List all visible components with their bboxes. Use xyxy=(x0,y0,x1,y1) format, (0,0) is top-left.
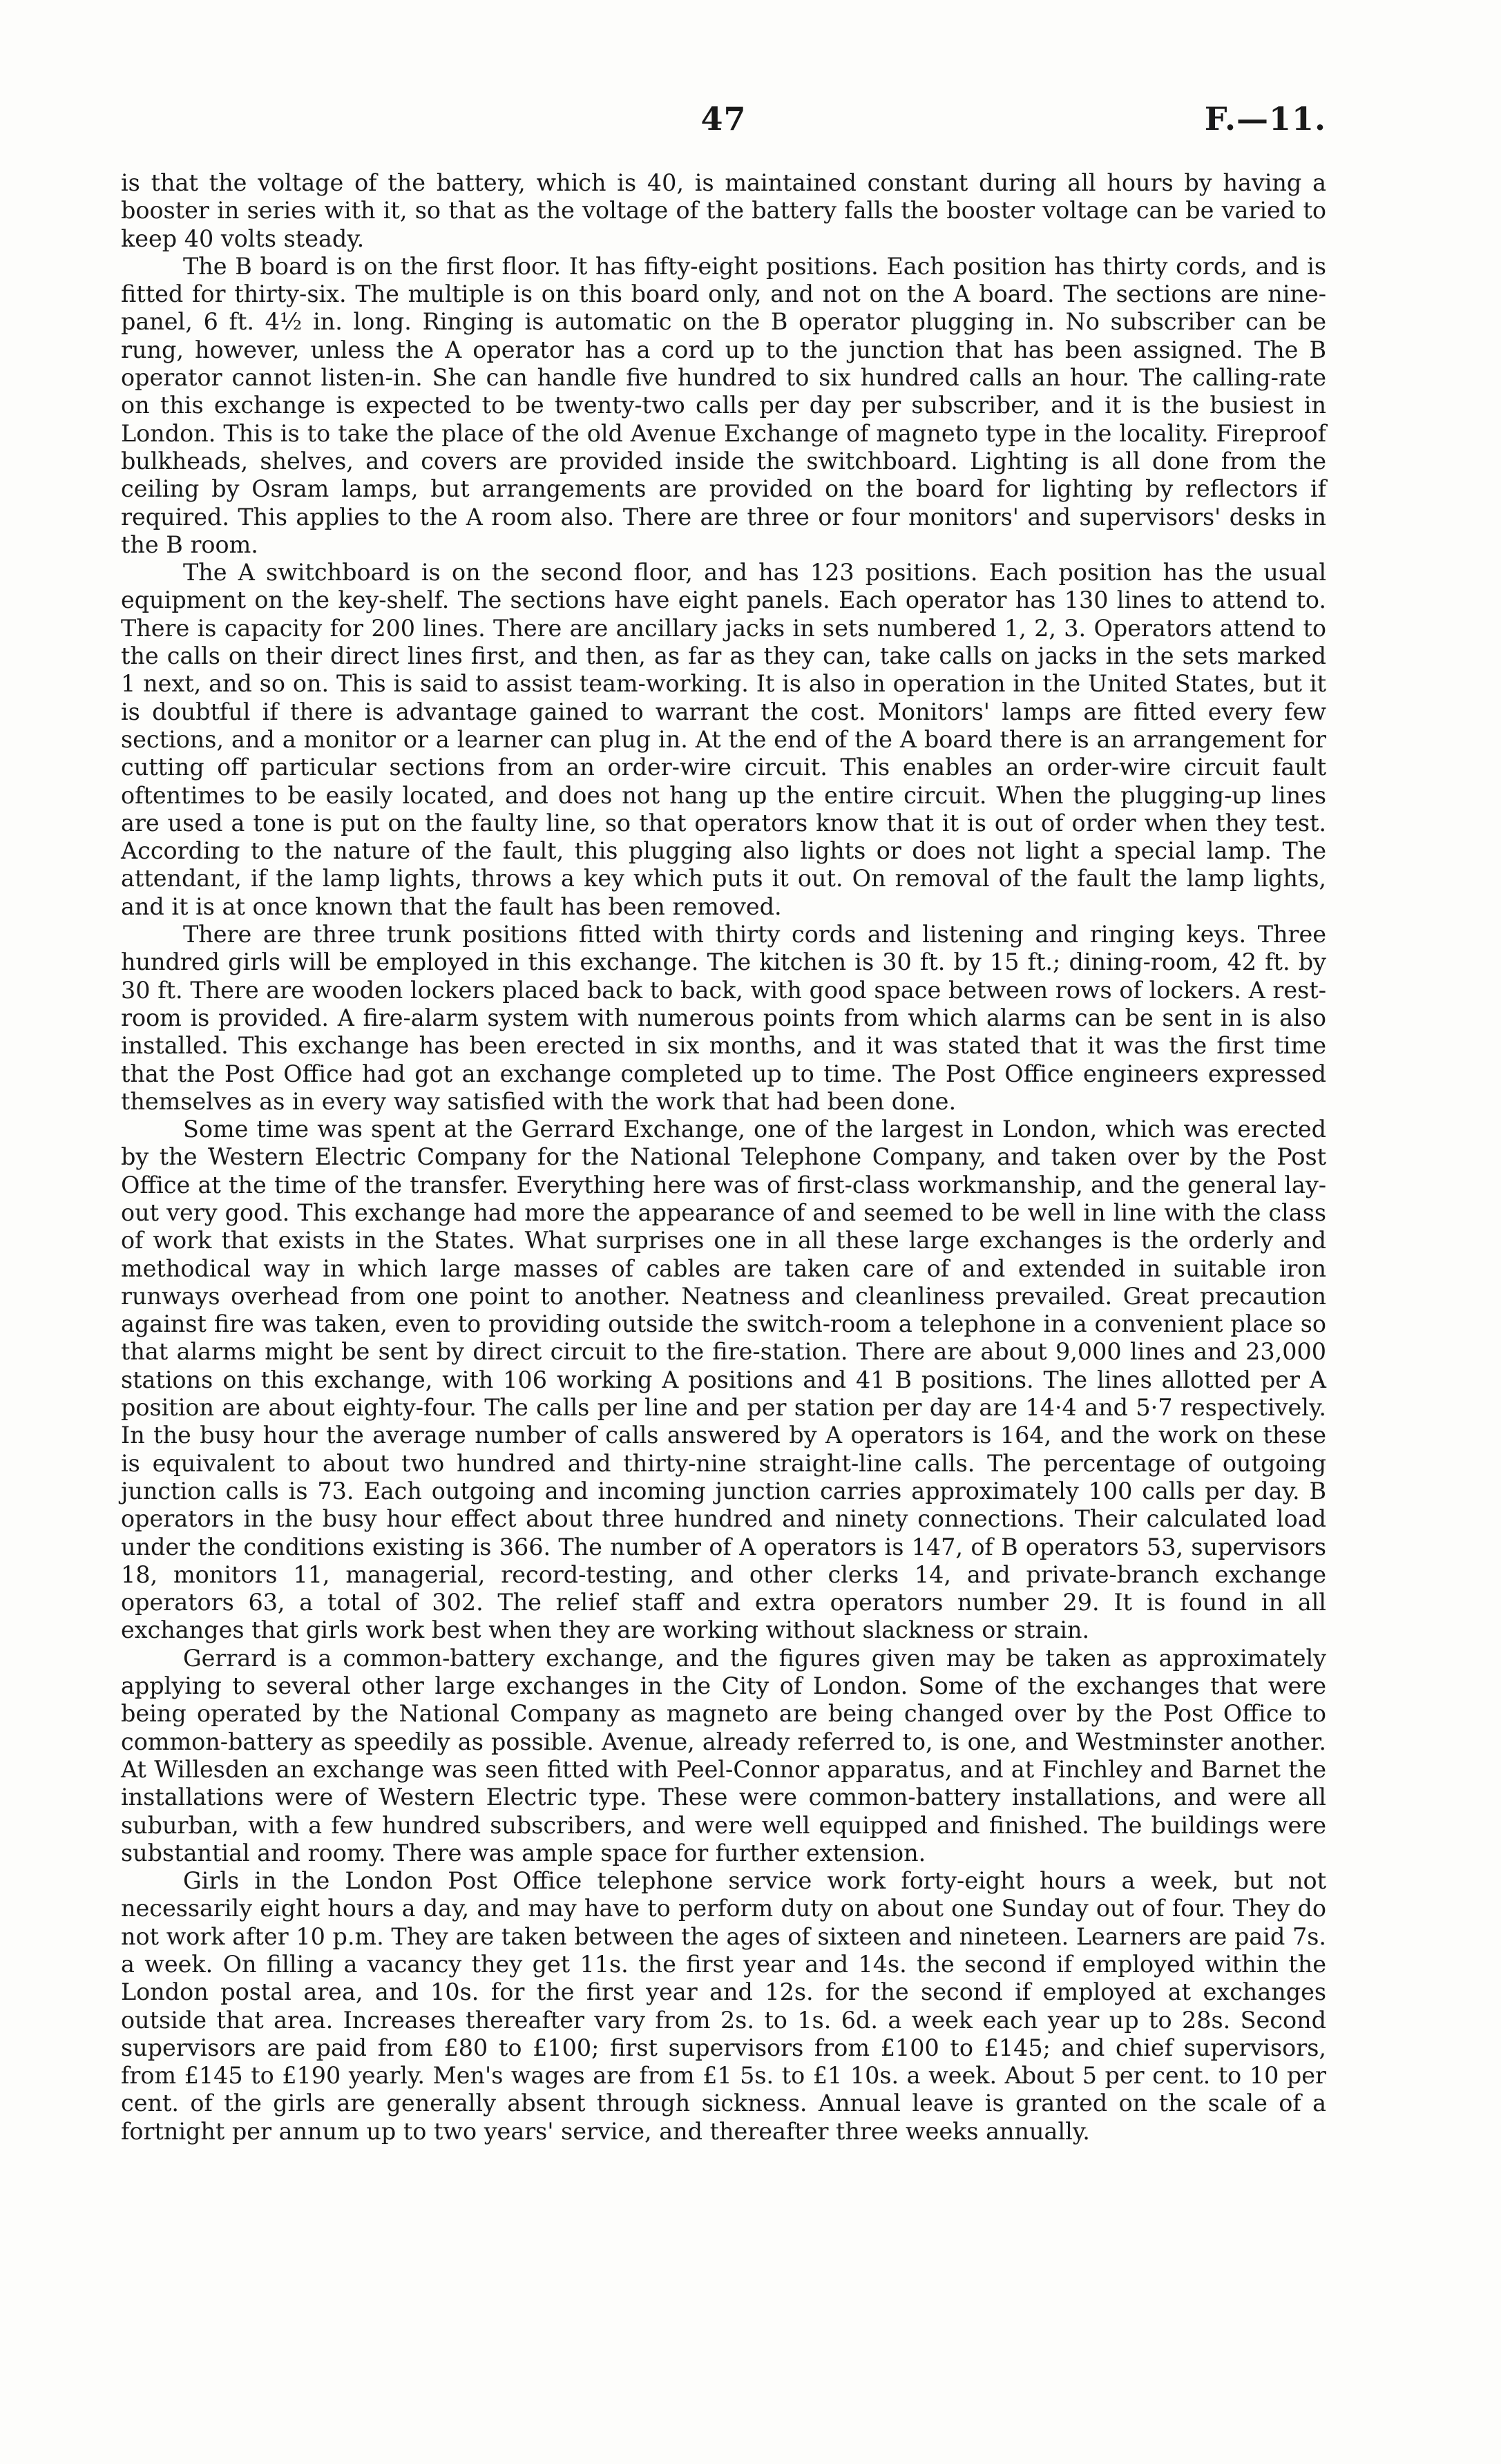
paragraph-gerrard-exchange: Some time was spent at the Gerrard Exchange, one of the largest in London, which was erected by the Western Electric Company for the National Telephone Company, and taken over by the Post Office at the time of the transfer. Everything here was of first-class workmanship, and the general lay-out very good. This exchange had more the appearance of and seemed to be well in line with the class of work that exists in the States. What surprises one in all these large exchanges is the orderly and methodical way in which large masses of cables are taken care of and extended in suitable iron runways overhead from one point to another. Neatness and cleanliness prevailed. Great precaution against fire was taken, even to providing outside the switch-room a telephone in a convenient place so that alarms might be sent by direct circuit to the fire-station. There are about 9,000 lines and 23,000 stations on this exchange, with 106 working A positions and 41 B positions. The lines allotted per A position are about eighty-four. The calls per line and per station per day are 14·4 and 5·7 respectively. In the busy hour the average number of calls answered by A operators is 164, and the work on these is equivalent to about two hundred and thirty-nine straight-line calls. The percentage of outgoing junction calls is 73. Each outgoing and incoming junction carries approximately 100 calls per day. B operators in the busy hour effect about three hundred and ninety connections. Their calculated load under the conditions existing is 366. The number of A operators is 147, of B operators 53, supervisors 18, monitors 11, managerial, record-testing, and other clerks 14, and private-branch exchange operators 63, a total of 302. The relief staff and extra operators number 29. It is found in all exchanges that girls work best when they are working without slackness or strain. xyxy=(121,1116,1326,1644)
paragraph-girls-wages: Girls in the London Post Office telephone service work forty-eight hours a week, but not necessarily eight hours a day, and may have to perform duty on about one Sunday out of four. They do not work after 10 p.m. They are taken between the ages of sixteen and nineteen. Learners are paid 7s. a week. On filling a vacancy they get 11s. the first year and 14s. the second if employed within the London postal area, and 10s. for the first year and 12s. for the second if employed at exchanges outside that area. Increases thereafter vary from 2s. to 1s. 6d. a week each year up to 28s. Second supervisors are paid from £80 to £100; first supervisors from £100 to £145; and chief supervisors, from £145 to £190 yearly. Men's wages are from £1 5s. to £1 10s. a week. About 5 per cent. to 10 per cent. of the girls are generally absent through sickness. Annual leave is granted on the scale of a fortnight per annum up to two years' service, and thereafter three weeks annually. xyxy=(121,1867,1326,2145)
paragraph-a-switchboard: The A switchboard is on the second floor, and has 123 positions. Each position has the usual equipment on the key-shelf. The sections have eight panels. Each operator has 130 lines to attend to. There is capacity for 200 lines. There are ancillary jacks in sets numbered 1, 2, 3. Operators attend to the calls on their direct lines first, and then, as far as they can, take calls on jacks in the sets marked 1 next, and so on. This is said to assist team-working. It is also in operation in the United States, but it is doubtful if there is advantage gained to warrant the cost. Monitors' lamps are fitted every few sections, and a monitor or a learner can plug in. At the end of the A board there is an arrangement for cutting off particular sections from an order-wire circuit. This enables an order-wire circuit fault oftentimes to be easily located, and does not hang up the entire circuit. When the plugging-up lines are used a tone is put on the faulty line, so that operators know that it is out of order when they test. According to the nature of the fault, this plugging also lights or does not light a special lamp. The attendant, if the lamp lights, throws a key which puts it out. On removal of the fault the lamp lights, and it is at once known that the fault has been removed. xyxy=(121,559,1326,920)
paragraph-b-board: The B board is on the first floor. It has fifty-eight positions. Each position has thirty cords, and is fitted for thirty-six. The multiple is on this board only, and not on the A board. The sections are nine-panel, 6 ft. 4½ in. long. Ringing is automatic on the B operator plugging in. No subscriber can be rung, however, unless the A operator has a cord up to the junction that has been assigned. The B operator cannot listen-in. She can handle five hundred to six hundred calls an hour. The calling-rate on this exchange is expected to be twenty-two calls per day per subscriber, and it is the busiest in London. This is to take the place of the old Avenue Exchange of magneto type in the locality. Fireproof bulkheads, shelves, and covers are provided inside the switchboard. Lighting is all done from the ceiling by Osram lamps, but arrangements are provided on the board for lighting by reflectors if required. This applies to the A room also. There are three or four monitors' and supervisors' desks in the B room. xyxy=(121,252,1326,558)
body-text xyxy=(121,169,1326,2146)
paragraph-common-battery: Gerrard is a common-battery exchange, and the figures given may be taken as approximately applying to several other large exchanges in the City of London. Some of the exchanges that were being operated by the National Company as magneto are being changed over by the Post Office to common-battery as speedily as possible. Avenue, already referred to, is one, and Westminster another. At Willesden an exchange was seen fitted with Peel-Connor apparatus, and at Finchley and Barnet the installations were of Western Electric type. These were common-battery installations, and were all suburban, with a few hundred subscribers, and were well equipped and finished. The buildings were substantial and roomy. There was ample space for further extension. xyxy=(121,1644,1326,1866)
paragraph-continuation: is that the voltage of the battery, which is 40, is maintained constant during all hours by having a booster in series with it, so that as the voltage of the battery falls the booster voltage can be varied to keep 40 volts steady. xyxy=(121,169,1326,252)
paragraph-trunk-positions: There are three trunk positions fitted with thirty cords and listening and ringing keys. Three hundred girls will be employed in this exchange. The kitchen is 30 ft. by 15 ft.; dining-room, 42 ft. by 30 ft. There are wooden lockers placed back to back, with good space between rows of lockers. A rest-room is provided. A fire-alarm system with numerous points from which alarms can be sent in is also installed. This exchange has been erected in six months, and it was stated that it was the first time that the Post Office had got an exchange completed up to time. The Post Office engineers expressed themselves as in every way satisfied with the work that had been done. xyxy=(121,921,1326,1115)
document-reference: F.—11. xyxy=(1204,100,1326,137)
page-header xyxy=(121,100,1326,142)
page-number: 47 xyxy=(700,100,747,137)
